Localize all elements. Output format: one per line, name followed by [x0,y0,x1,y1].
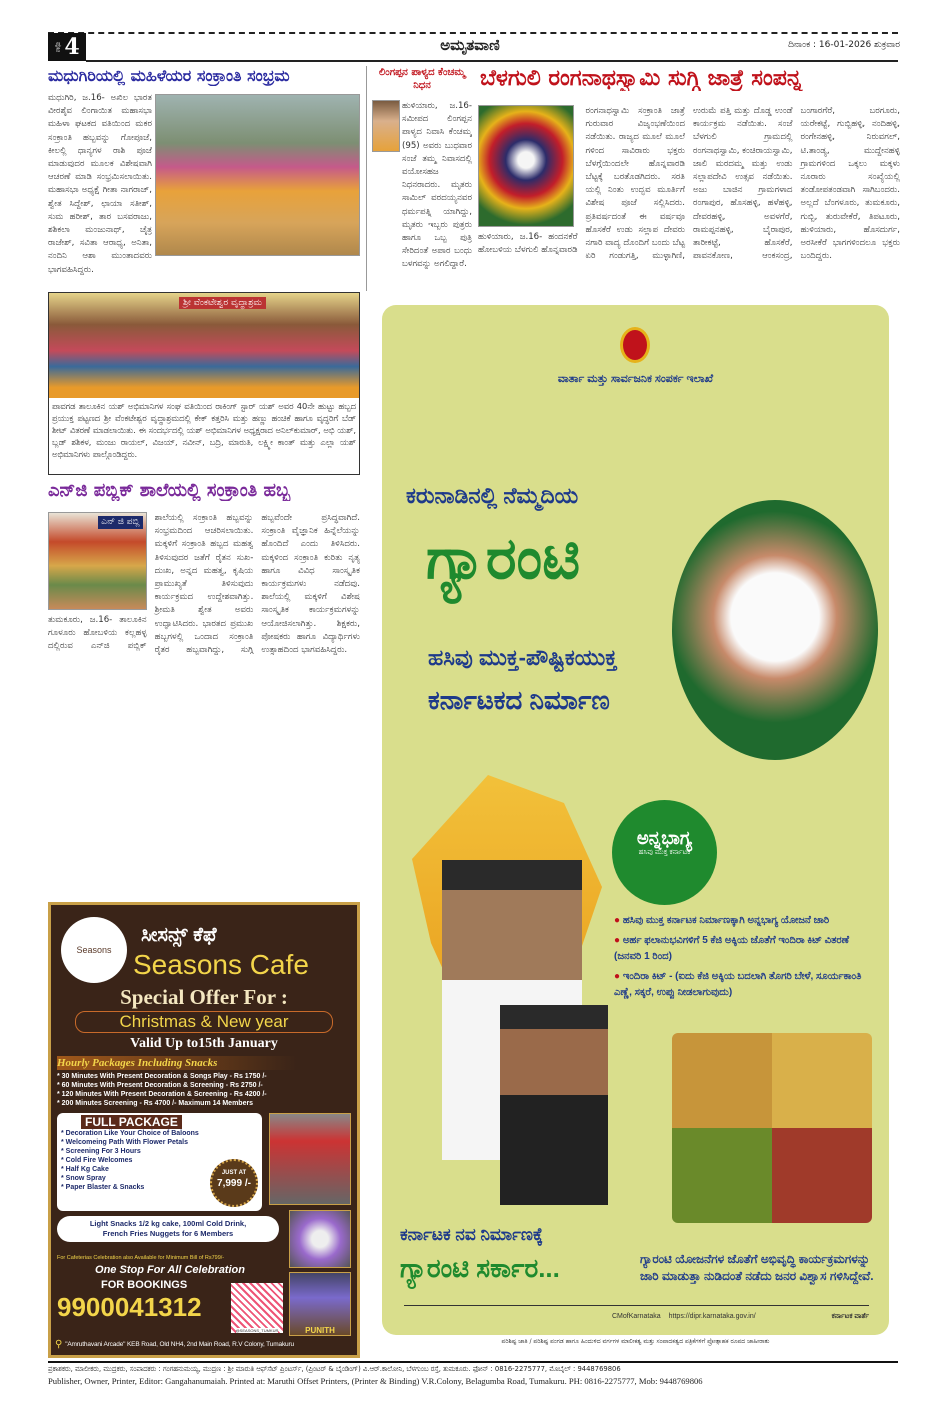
cafe-qr-code [231,1283,283,1333]
full-package-item: * Cold Fire Welcomes [61,1157,133,1164]
cafe-phone[interactable]: 9900041312 [57,1292,202,1322]
package-item: * 60 Minutes With Present Decoration & Screening - Rs 2750 /- [57,1082,263,1089]
cafe-logo-text: Seasons [76,945,112,955]
gov-footer-rule [404,1305,869,1306]
gov-footer-right: ಗ್ಯಾರಂಟಿ ಯೋಜನೆಗಳ ಜೊತೆಗೆ ಅಭಿವೃದ್ಧಿ ಕಾರ್ಯಕ್ರಮಗಳನ್ನು ಜಾರಿ ಮಾಡುತ್ತಾ ನುಡಿದಂತೆ ನಡೆದು ಜನರ ವಿಶ್ವಾಸ ಗಳಿಸಿದ್ದೇವೆ. [640,1252,874,1283]
cafe-name: Seasons Cafe [133,949,309,980]
footer-en: Publisher, Owner, Printer, Editor: Gangahanumaiah. Printed at: Maruthi Offset Printers, (Printer & Binding) V.R.Colony, Belagumba Road, Tumakuru. PH: 0816-2275777, Mob: 9448769806 [48,1376,703,1386]
location-pin-icon: ⚲ [55,1339,63,1350]
gov-big-title: ಗ್ಯಾರಂಟಿ [426,526,581,591]
obituary-photo [372,100,400,152]
price-label: JUST AT [221,1170,247,1176]
article3-body: ತುಮಕೂರು, ಜ.16- ತಾಲೂಕಿನ ಗೂಳೂರು ಹೋಬಳಿಯ ಕಲ್ಲಹಳ್ಳ ದಲ್ಲಿರುವ ಎನ್‌ಜಿ ಪಬ್ಲಿಕ್ ಶಾಲೆಯಲ್ಲಿ ಸಂಕ್ರಾಂತಿ ಹಬ್ಬವನ್ನು ಸಂಭ್ರಮದಿಂದ ಆಚರಿಸಲಾಯಿತು. ಮಕ್ಕಳಿಗೆ ಸಂಕ್ರಾಂತಿ ಹಬ್ಬದ ಮಹತ್ವ ತಿಳಿಸುವುದರ ಜತೆಗೆ ರೈತನ ಸುಖ-ದುಃಖ, ಅನ್ನದ ಮಹತ್ವ, ಕೃಷಿಯ ಪ್ರಾಮುಖ್ಯತೆ ತಿಳಿಸುವುದು ಕಾರ್ಯಕ್ರಮದ ಉದ್ದೇಶವಾಗಿತ್ತು. ಶ್ರೀಮತಿ ಶ್ವೇತ ಅವರು ಉದ್ಘಾಟಿಸಿದರು. ಭಾರತದ ಪ್ರಮುಖ ಹಬ್ಬಗಳಲ್ಲಿ ಒಂದಾದ ಸಂಕ್ರಾಂತಿ ರೈತರ ಹಬ್ಬವಾಗಿದ್ದು, ಸುಗ್ಗಿ ಹಬ್ಬವೆಂದೇ ಪ್ರಸಿದ್ಧವಾಗಿದೆ. ಸಂಕ್ರಾಂತಿ ವೈಜ್ಞಾನಿಕ ಹಿನ್ನೆಲೆಯನ್ನು ಹೊಂದಿದೆ ಎಂದು ತಿಳಿಸಿದರು. ಮಕ್ಕಳಿಂದ ಸಂಕ್ರಾಂತಿ ಕುರಿತು ನೃತ್ಯ ಹಾಗೂ ವಿವಿಧ ಸಾಂಸ್ಕೃತಿಕ ಕಾರ್ಯಕ್ರಮಗಳು ನಡೆದವು. ಶಾಲೆಯಲ್ಲಿ ಮಕ್ಕಳಿಗೆ ವಿಶೇಷ ಸಾಂಸ್ಕೃತಿಕ ಕಾರ್ಯಕ್ರಮಗಳನ್ನು ಆಯೋಜಿಸಲಾಗಿತ್ತು. ಶಿಕ್ಷಕರು, ಪೋಷಕರು ಹಾಗೂ ವಿದ್ಯಾರ್ಥಿಗಳು ಉತ್ಸಾಹದಿಂದ ಭಾಗವಹಿಸಿದ್ದರು. [48,513,360,656]
page-number: 4 [64,34,80,60]
full-package-item: * Half Kg Cake [61,1166,109,1173]
footer-rule [48,1361,898,1363]
department-name: ವಾರ್ತಾ ಮತ್ತು ಸಾರ್ವಜನಿಕ ಸಂಪರ್ಕ ಇಲಾಖೆ [557,373,714,385]
photo-story-image [49,293,359,398]
package-item: * 30 Minutes With Present Decoration & Songs Play - Rs 1750 /- [57,1073,267,1080]
article3-columns [48,512,360,894]
social-handle[interactable]: CMofKarnataka [612,1313,661,1320]
bullet-item: ● ಹಸಿವು ಮುಕ್ತ ಕರ್ನಾಟಕ ನಿರ್ಮಾಣಕ್ಕಾಗಿ ಅನ್ನಭಾಗ್ಯ ಯೋಜನೆ ಜಾರಿ [614,915,830,926]
government-ad [382,305,889,1335]
full-package-item: * Snow Spray [61,1175,106,1182]
price-badge [210,1159,258,1207]
annabhagya-logo [612,800,717,905]
date: ದಿನಾಂಕ : 16-01-2026 ಶುಕ್ರವಾರ [788,40,900,50]
website-link[interactable]: https://dipr.karnataka.gov.in/ [668,1313,756,1320]
paper-name: ಅಮೃತವಾಣಿ [440,36,500,54]
cafe-address [55,1340,357,1350]
article2-headline: ಬೆಳಗುಲಿ ರಂಗನಾಥಸ್ವಾಮಿ ಸುಗ್ಗಿ ಜಾತ್ರೆ ಸಂಪನ್ನ [480,66,803,91]
full-package-item: * Decoration Like Your Choice of Baloons [61,1130,199,1137]
full-package-item: * Welcomeing Path With Flower Petals [61,1139,188,1146]
gov-bullets [614,913,876,1001]
full-package-item: * Screening For 3 Hours [61,1148,141,1155]
full-package-box [57,1113,262,1211]
annabhagya-title: ಅನ್ನಭಾಗ್ಯ [636,828,693,848]
cafe-photo-3 [289,1272,351,1336]
cafe-photo-2 [289,1210,351,1268]
bullet-text: ಹಸಿವು ಮುಕ್ತ ಕರ್ನಾಟಕ ನಿರ್ಮಾಣಕ್ಕಾಗಿ ಅನ್ನಭಾಗ್ಯ ಯೋಜನೆ ಜಾರಿ [622,915,830,926]
cafe-packages-title: Hourly Packages Including Snacks [57,1056,297,1070]
cafe-tagline: One Stop For All Celebration [95,1264,245,1276]
article2-deity-photo [478,105,574,227]
obituary-headline: ಲಿಂಗಪ್ಪನ ಪಾಳ್ಯದ ಕೆಂಚಮ್ಮ ನಿಧನ [378,67,466,91]
full-package-title: FULL PACKAGE [81,1115,182,1129]
cafe-photo-label: PUNITH [305,1326,335,1335]
article1-body-cont [155,258,360,288]
article1-body: ಮಧುಗಿರಿ, ಜ.16- ಅಖಿಲ ಭಾರತ ವೀರಶೈವ ಲಿಂಗಾಯಿತ ಮಹಾಸಭಾ ಮಹಿಳಾ ಘಟಕದ ವತಿಯಿಂದ ಮಕರ ಸಂಕ್ರಾಂತಿ ಹಬ್ಬವನ್ನು ಗೋಪೂಜೆ, ಕೀಲಲ್ಲಿ ಧಾನ್ಯಗಳ ರಾಶಿ ಪೂಜೆ ಮಾಡುವುದರ ಮೂಲಕ ವಿಶೇಷವಾಗಿ ಆಚರಣೆ ಮಾಡಿ ಸಂಭ್ರಮಿಸಲಾಯಿತು. ಮಹಾಸಭಾ ಅಧ್ಯಕ್ಷೆ ಗೀತಾ ನಾಗರಾಜ್, ಶ್ವೇತ ಸಿದ್ದೇಶ್, ಛಾಯಾ ಸತೀಶ್, ಸುಮ ಹರೀಶ್, ತಾರ ಬಸವರಾಜು, ಶಶಿಕಲಾ ಮಂಜುನಾಥ್, ಚೈತ್ರ ರಾಜೇಶ್, ಸವಿತಾ ಆರಾಧ್ಯ, ಅನಿತಾ, ನಂದಿನಿ ಆಶಾ ಮುಂತಾದವರು ಭಾಗವಹಿಸಿದ್ದರು. [48,93,152,275]
article3-photo [48,512,147,610]
gov-line1: ಕರುನಾಡಿನಲ್ಲಿ ನೆಮ್ಮದಿಯ [406,483,579,508]
footer-kn: ಪ್ರಕಾಶಕರು, ಮಾಲೀಕರು, ಮುದ್ರಕರು, ಸಂಪಾದಕರು : ಗಂಗಹನುಮಯ್ಯ, ಮುದ್ರಣ : ಶ್ರೀ ಮಾರುತಿ ಆಫ್‌ಸೆಟ್ ಪ್ರಿಂಟರ್ಸ್, (ಪ್ರಿಂಟರ್ & ಬೈಂಡಿಂಗ್) ವಿ.ಆರ್.ಕಾಲೋನಿ, ಬೆಳಗುಂಬ ರಸ್ತೆ, ತುಮಕೂರು. ಫೋನ್ : 0816-2275777, ಮೊಬೈಲ್ : 9448769806 [48,1365,621,1373]
header-rule [48,32,898,34]
package-item: * 120 Minutes With Present Decoration & Screening - Rs 4200 /- [57,1091,267,1098]
page-label: ಪುಟ [54,41,63,53]
article2-body: ಹುಳಿಯಾರು, ಜ.16- ಹಂದನಕೆರೆ ಹೋಬಳಿಯ ಬೆಳಗುಲಿ ಹೊನ್ನವಾರಡಿ ರಂಗನಾಥಸ್ವಾಮಿ ಸಂಕ್ರಾಂತಿ ಜಾತ್ರೆ ಗುರುವಾರ ವಿಜೃಂಭಣೆಯಿಂದ ನಡೆಯಿತು. ರಾಜ್ಯದ ಮೂಲೆ ಮೂಲೆ ಗಳಿಂದ ಸಾವಿರಾರು ಭಕ್ತರು ಬೆಳಗ್ಗೆಯಿಂದಲೇ ಹೊನ್ನವಾರಡಿ ಬೆಟ್ಟಕ್ಕೆ ಬರತೊಡಗಿದರು. ಸರತಿ ಯಲ್ಲಿ ನಿಂತು ಉದ್ಭವ ಮೂರ್ತಿಗೆ ವಿಶೇಷ ಪೂಜೆ ಸಲ್ಲಿಸಿದರು. ಪ್ರತಿವರ್ಷದಂತೆ ಈ ವರ್ಷವೂ ಹೊಸಕೆರೆ ಉಡು ಸಲ್ಲಾಪ ದೇವರು ನಗಾರಿ ವಾದ್ಯ ದೊಂದಿಗೆ ಬಂದು ಬೆಟ್ಟ ಏರಿ ಗಂಡುಗತ್ತಿ, ಮುಳ್ಳಾಗಿಣಿ, ಉರುಮೆ ಪತ್ತಿ ಮತ್ತು ದೊಡ್ಡ ಉಂಡೆ ಕಾರ್ಯಕ್ರಮ ನಡೆಯಿತು. ಸಂಜೆ ಬೆಳಗುಲಿ ಗ್ರಾಮದಲ್ಲಿ ರಂಗನಾಥಸ್ವಾಮಿ, ಕಂಚಿರಾಯಸ್ವಾಮಿ, ಜಾಲಿ ಮರದಮ್ಮ ಮತ್ತು ಉಡು ಸಲ್ಲಾಪದೇವಿ ಉತ್ಸವ ನಡೆಯಿತು. ಅಜು ಬಾಜಿನ ಗ್ರಾಮಗಳಾದ ರಂಗಾಪುರ, ಹೊಸಹಳ್ಳಿ, ಹಳೆಹಳ್ಳಿ, ದೇವರಹಳ್ಳಿ, ಅವಳಗೆರೆ, ರಾಮಪ್ಪನಹಳ್ಳಿ, ಬೈರಾಪುರ, ತಾರೀಕಟ್ಟೆ, ಹೊಸಕೆರೆ, ಪಾವನಕೋಣ, ಆಂಕಸಂದ್ರ, ಬಂಗಾರಗೆರೆ, ಬರಗೂರು, ಯರೇಕಟ್ಟೆ, ಗುಬ್ಬಿಹಳ್ಳಿ, ನಂದಿಹಳ್ಳಿ, ರಂಗೇನಹಳ್ಳಿ, ನಿರುವಗಲ್, ಟಿ.ತಾಂಡ್ಯ, ಮುದ್ದೇನಹಳ್ಳಿ ಗ್ರಾಮಗಳಿಂದ ಒಕ್ಕಲು ಮಕ್ಕಳು ನೂರಾರು ಸಂಖ್ಯೆಯಲ್ಲಿ ತಂಡೋಪತಂಡವಾಗಿ ಸಾಗಿಬಂದರು. ಅಲ್ಲದೆ ಬೆಂಗಳೂರು, ತುಮಕೂರು, ಗುಬ್ಬಿ, ತುರುವೇಕೆರೆ, ತಿಪಟೂರು, ಹುಳಿಯಾರು, ಹೊಸದುರ್ಗ, ಅರಸೀಕೆರೆ ಭಾಗಗಳಿಂದಲೂ ಭಕ್ತರು ಬಂದಿದ್ದರು. [478,106,900,262]
cafe-offer: Special Offer For : [120,985,288,1009]
gov-line2: ಹಸಿವು ಮುಕ್ತ-ಪೌಷ್ಟಿಕಯುಕ್ತ [428,645,618,670]
cafe-address-text: "Amruthavani Arcade" KEB Road, Old NH4, 2nd Main Road, R.V Colony, Tumakuru [65,1341,294,1348]
photo-story [48,292,360,475]
obituary-body: ಹುಳಿಯಾರು, ಜ.16- ಸಮೀಪದ ಲಿಂಗಪ್ಪನ ಪಾಳ್ಯದ ನಿವಾಸಿ ಕೆಂಚಮ್ಮ (95) ಅವರು ಬುಧವಾರ ಸಂಜೆ ತಮ್ಮ ನಿವಾಸದಲ್ಲಿ ವಯೋಸಹಜ ನಿಧನರಾದರು. ಮೃತರು ಸಾಮಿಲ್ ವರದಯ್ಯನವರ ಧರ್ಮಪತ್ನಿ ಯಾಗಿದ್ದು, ಮೃತರು ಇಬ್ಬರು ಪುತ್ರರು ಹಾಗೂ ಒಬ್ಬ ಪುತ್ರಿ ಸೇರಿದಂತೆ ಅಪಾರ ಬಂಧು ಬಳಗವನ್ನು ಅಗಲಿದ್ದಾರೆ. [402,101,472,270]
photo-story-caption: ಪಾವಗಡ ತಾಲೂಕಿನ ಯಶ್ ಅಭಿಮಾನಿಗಳ ಸಂಘ ವತಿಯಿಂದ ರಾಕಿಂಗ್ ಸ್ಟಾರ್ ಯಶ್ ಅವರ 40ನೇ ಹುಟ್ಟು ಹಬ್ಬದ ಪ್ರಯುಕ್ತ ಪಟ್ಟಣದ ಶ್ರೀ ವೆಂಕಟೇಶ್ವರ ವೃದ್ಧಾಶ್ರಮದಲ್ಲಿ ಕೇಕ್ ಕತ್ತರಿಸಿ ಮತ್ತು ಹಣ್ಣು ಹಂಚಿಕೆ ಹಾಗೂ ವೃದ್ಧರಿಗೆ ಬೆಡ್ ಶೀಟ್ ವಿತರಣೆ ಮಾಡಲಾಯಿತು. ಈ ಸಂದರ್ಭದಲ್ಲಿ ಯಶ್ ಅಭಿಮಾನಿಗಳ ಅಧ್ಯಕ್ಷರಾದ ಅನಿಲ್‌ಕುಮಾರ್, ಅಭಿ ಯಶ್, ಬ್ಲಡ್ ಶಶಿಕಳ, ಮಂಜು ರಾಯಲ್, ವಿಜಯ್, ನವೀನ್, ಬದ್ರಿ, ಮಾರುತಿ, ಲಕ್ಷ್ಮೀ ಕಾಂತ್ ಮತ್ತು ಎಲ್ಲಾ ಯಶ್ ಅಭಿಮಾನಿಗಳು ಪಾಲ್ಗೊಂಡಿದ್ದರು. [52,401,356,459]
bullet-item: ● ಇಂದಿರಾ ಕಿಟ್ - (ಐದು ಕೆಜಿ ಅಕ್ಕಿಯ ಬದಲಾಗಿ ತೊಗರಿ ಬೇಳೆ, ಸೂರ್ಯಕಾಂತಿ ಎಣ್ಣೆ, ಸಕ್ಕರೆ, ಉಪ್ಪು ನೀಡಲಾಗುವುದು) [614,971,862,998]
package-item: * 200 Minutes Screening - Rs 4700 /- Maximum 14 Members [57,1100,254,1107]
crops-collage [672,1033,872,1223]
article1-headline: ಮಧುಗಿರಿಯಲ್ಲಿ ಮಹಿಳೆಯರ ಸಂಕ್ರಾಂತಿ ಸಂಭ್ರಮ [48,66,290,85]
cafe-snacks: Light Snacks 1/2 kg cake, 100ml Cold Drink, French Fries Nuggets for 6 Members [57,1216,279,1242]
karnataka-emblem [620,327,650,363]
cafe-cafeteria-note: For Cafeterias Celebration also Available for Minimum Bill of Rs799/- [57,1255,225,1261]
article1-photo [155,94,360,256]
gov-line3: ಕರ್ನಾಟಕದ ನಿರ್ಮಾಣ [428,685,610,715]
header-bottom-rule [86,60,898,62]
article2-columns [478,105,900,290]
bullet-text: ಅರ್ಹ ಫಲಾನುಭವಿಗಳಿಗೆ 5 ಕೆಜಿ ಅಕ್ಕಿಯ ಜೊತೆಗೆ ಇಂದಿರಾ ಕಿಟ್ ವಿತರಣೆ (ಜನವರಿ 1 ರಿಂದ) [614,935,849,962]
cafe-bookings-label: FOR BOOKINGS [101,1279,188,1291]
gov-footer-kn: ಕರ್ನಾಟಕ ನವ ನಿರ್ಮಾಣಕ್ಕೆ [400,1225,543,1244]
cafe-validity: Valid Up to15th January [130,1036,278,1051]
page-number-box [48,33,86,61]
cafe-packages-list [57,1072,353,1108]
karnataka-varthe-brand: ಕರ್ನಾಟಕ ವಾರ್ತೆ [831,1313,869,1320]
seasons-cafe-ad [48,902,360,1358]
cafe-logo [61,917,127,983]
gov-social [612,1313,756,1320]
annabhagya-sub: ಹಸಿವು ಮುಕ್ತ ಕರ್ನಾಟಕ [638,849,691,856]
full-package-item: * Paper Blaster & Snacks [61,1184,145,1191]
article3-photo-sign: ಎನ್ ಜಿ ಪಬ್ಲಿ [98,516,142,529]
photo-story-banner: ಶ್ರೀ ವೆಂಕಟೇಶ್ವರ ವೃದ್ಧಾಶ್ರಮ [179,297,266,309]
qr-label: @SEASONS_TUMKUR [235,1328,279,1333]
column-divider [366,66,367,291]
rice-hands-image [672,500,878,760]
bullet-item: ● ಅರ್ಹ ಫಲಾನುಭವಿಗಳಿಗೆ 5 ಕೆಜಿ ಅಕ್ಕಿಯ ಜೊತೆಗೆ ಇಂದಿರಾ ಕಿಟ್ ವಿತರಣೆ (ಜನವರಿ 1 ರಿಂದ) [614,935,849,962]
cafe-occasion: Christmas & New year [75,1011,333,1033]
deputy-cm-photo [500,1005,608,1205]
price: 7,999 /- [217,1178,251,1189]
gov-ad-disclaimer: ಪರಿಶಿಷ್ಟ ಜಾತಿ / ಪರಿಶಿಷ್ಟ ಪಂಗಡ ಹಾಗೂ ಹಿಂದುಳಿದ ವರ್ಗಗಳ ಮಾಲೀಕತ್ವ ಮತ್ತು ಸಂಪಾದಕತ್ವದ ಪತ್ರಿಕೆಗಳಿಗೆ ಪ್ರೋತ್ಸಾಹಕ ರೂಪದ ಜಾಹೀರಾತು [501,1338,770,1345]
bullet-text: ಇಂದಿರಾ ಕಿಟ್ - (ಐದು ಕೆಜಿ ಅಕ್ಕಿಯ ಬದಲಾಗಿ ತೊಗರಿ ಬೇಳೆ, ಸೂರ್ಯಕಾಂತಿ ಎಣ್ಣೆ, ಸಕ್ಕರೆ, ಉಪ್ಪು ನೀಡಲಾಗುವುದು) [614,971,862,998]
cafe-name-kn: ಸೀಸನ್ಸ್ ಕೆಫೆ [141,924,217,946]
gov-footer-big: ಗ್ಯಾರಂಟಿ ಸರ್ಕಾರ... [400,1253,560,1283]
cafe-photo-1 [269,1113,351,1205]
article3-headline: ಎನ್‌ಜಿ ಪಬ್ಲಿಕ್ ಶಾಲೆಯಲ್ಲಿ ಸಂಕ್ರಾಂತಿ ಹಬ್ಬ [48,480,291,501]
